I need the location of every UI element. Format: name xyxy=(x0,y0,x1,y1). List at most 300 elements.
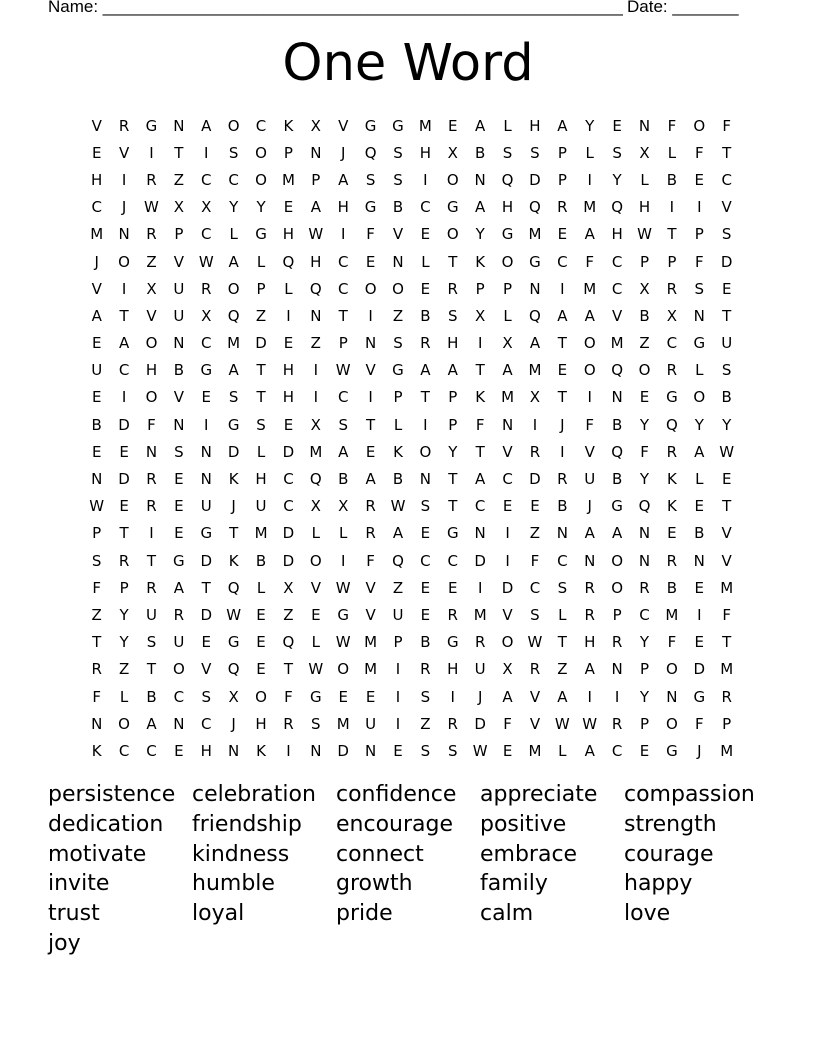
grid-letter: R xyxy=(420,334,431,353)
grid-letter: B xyxy=(420,306,431,325)
grid-letter: I xyxy=(423,415,428,434)
grid-letter: C xyxy=(337,252,349,271)
grid-letter: I xyxy=(560,442,565,461)
grid-letter: B xyxy=(611,470,623,489)
grid-letter: Z xyxy=(146,252,157,271)
grid-letter: L xyxy=(256,442,266,461)
grid-letter: Z xyxy=(118,660,130,679)
grid-letter: E xyxy=(174,741,184,760)
grid-letter: M xyxy=(227,334,241,353)
grid-letter: B xyxy=(91,415,102,434)
grid-letter: N xyxy=(310,741,322,760)
word-list-item: appreciate xyxy=(480,782,598,807)
grid-letter: X xyxy=(310,116,321,135)
grid-letter: X xyxy=(173,198,184,217)
grid-letter: C xyxy=(611,252,623,271)
grid-letter: I xyxy=(587,170,592,189)
grid-letter: N xyxy=(228,741,240,760)
grid-letter: R xyxy=(611,714,623,733)
grid-letter: M xyxy=(528,361,542,380)
grid-letter: S xyxy=(420,497,431,516)
grid-letter: F xyxy=(147,415,156,434)
grid-letter: P xyxy=(393,633,403,652)
grid-letter: G xyxy=(145,116,158,135)
grid-letter: V xyxy=(91,116,102,135)
grid-letter: I xyxy=(587,388,592,407)
grid-letter: Y xyxy=(722,415,732,434)
grid-letter: N xyxy=(173,116,185,135)
grid-letter: E xyxy=(721,470,732,489)
grid-letter: C xyxy=(118,361,130,380)
grid-letter: E xyxy=(393,741,403,760)
grid-letter: A xyxy=(447,361,458,380)
grid-letter: E xyxy=(174,470,184,489)
grid-letter: O xyxy=(611,551,624,570)
grid-letter: W xyxy=(335,578,351,597)
grid-letter: I xyxy=(121,170,127,189)
grid-letter: Z xyxy=(173,170,184,189)
grid-letter: I xyxy=(477,334,483,353)
grid-letter: N xyxy=(310,143,322,162)
grid-letter: A xyxy=(201,116,212,135)
grid-letter: F xyxy=(585,415,595,434)
grid-letter: N xyxy=(693,551,705,570)
grid-letter: I xyxy=(204,415,209,434)
grid-letter: O xyxy=(583,361,596,380)
grid-letter: C xyxy=(91,198,102,217)
grid-letter: I xyxy=(149,524,154,543)
grid-letter: I xyxy=(204,143,209,162)
grid-letter: E xyxy=(91,388,102,407)
grid-letter: T xyxy=(119,306,129,325)
grid-letter: X xyxy=(146,279,157,298)
grid-letter: V xyxy=(173,252,184,271)
grid-letter: X xyxy=(338,497,349,516)
grid-letter: R xyxy=(146,225,157,244)
word-list-item: positive xyxy=(480,811,567,837)
grid-letter: K xyxy=(393,442,403,461)
grid-letter: B xyxy=(338,470,349,489)
grid-letter: R xyxy=(146,578,157,597)
grid-letter: J xyxy=(560,415,565,434)
grid-letter: I xyxy=(614,687,620,706)
grid-letter: D xyxy=(474,714,486,733)
grid-letter: P xyxy=(338,334,348,353)
grid-letter: C xyxy=(611,741,623,760)
grid-letter: L xyxy=(339,524,348,543)
grid-letter: H xyxy=(255,714,267,733)
grid-letter: S xyxy=(228,388,239,407)
grid-letter: O xyxy=(665,660,678,679)
grid-letter: C xyxy=(639,605,650,624)
grid-letter: M xyxy=(583,279,597,298)
grid-letter: N xyxy=(118,225,130,244)
grid-letter: U xyxy=(255,497,267,516)
grid-letter: E xyxy=(694,497,705,516)
grid-letter: Q xyxy=(227,578,240,597)
grid-letter: S xyxy=(420,741,431,760)
grid-letter: I xyxy=(121,279,127,298)
grid-letter: Y xyxy=(229,198,239,217)
grid-letter: R xyxy=(666,442,678,461)
grid-letter: E xyxy=(311,605,321,624)
grid-letter: C xyxy=(337,279,349,298)
grid-letter: I xyxy=(395,714,401,733)
grid-letter: F xyxy=(475,415,485,434)
grid-letter: Q xyxy=(529,306,541,325)
grid-letter: X xyxy=(228,687,239,706)
grid-letter: V xyxy=(392,225,404,244)
grid-letter: O xyxy=(693,116,706,135)
grid-letter: U xyxy=(173,633,185,652)
word-list-item: trust xyxy=(48,901,100,927)
grid-letter: H xyxy=(282,225,295,244)
grid-letter: U xyxy=(392,605,404,624)
grid-letter: E xyxy=(694,578,705,597)
grid-letter: X xyxy=(283,578,294,597)
grid-letter: L xyxy=(503,306,512,325)
grid-letter: V xyxy=(502,605,513,624)
grid-letter: O xyxy=(227,116,240,135)
grid-letter: Q xyxy=(227,660,240,679)
grid-letter: X xyxy=(201,306,212,325)
grid-letter: H xyxy=(419,143,432,162)
word-list-item: encourage xyxy=(336,811,454,837)
grid-letter: B xyxy=(721,388,732,407)
grid-letter: N xyxy=(474,170,486,189)
grid-letter: I xyxy=(532,415,538,434)
grid-letter: S xyxy=(174,442,184,461)
grid-letter: H xyxy=(282,361,295,380)
grid-letter: C xyxy=(420,198,431,217)
word-list-item: family xyxy=(480,871,548,897)
grid-letter: V xyxy=(365,361,376,380)
grid-letter: C xyxy=(529,578,541,597)
grid-letter: S xyxy=(721,225,732,244)
grid-row xyxy=(83,411,741,438)
grid-letter: I xyxy=(286,741,291,760)
grid-letter: T xyxy=(722,306,732,325)
grid-letter: V xyxy=(721,524,732,543)
grid-letter: K xyxy=(475,252,486,271)
grid-letter: P xyxy=(667,252,677,271)
grid-letter: S xyxy=(201,687,212,706)
grid-letter: P xyxy=(283,143,293,162)
grid-letter: Z xyxy=(392,578,404,597)
grid-letter: K xyxy=(475,388,486,407)
grid-letter: G xyxy=(666,388,678,407)
grid-letter: O xyxy=(118,252,130,271)
grid-row xyxy=(83,547,741,574)
grid-letter: U xyxy=(474,660,486,679)
word-list-item: dedication xyxy=(48,811,164,837)
grid-letter: Y xyxy=(612,170,622,189)
word-list-item: connect xyxy=(336,841,424,867)
grid-letter: G xyxy=(392,116,404,135)
grid-letter: N xyxy=(611,388,623,407)
grid-letter: E xyxy=(201,388,211,407)
grid-letter: S xyxy=(365,170,376,189)
grid-letter: U xyxy=(145,605,157,624)
grid-letter: J xyxy=(477,687,483,706)
grid-letter: M xyxy=(309,442,323,461)
grid-row xyxy=(83,221,741,248)
grid-letter: K xyxy=(228,470,239,489)
word-list-item: calm xyxy=(480,901,534,927)
grid-letter: T xyxy=(256,388,266,407)
grid-letter: O xyxy=(255,143,267,162)
grid-letter: F xyxy=(694,252,704,271)
grid-letter: E xyxy=(420,279,431,298)
grid-letter: Z xyxy=(557,660,568,679)
grid-letter: Q xyxy=(282,633,295,652)
grid-letter: A xyxy=(557,687,568,706)
grid-row xyxy=(83,438,741,465)
word-list-item: confidence xyxy=(336,782,457,807)
grid-letter: U xyxy=(173,306,185,325)
grid-letter: N xyxy=(638,116,651,135)
grid-letter: S xyxy=(530,605,540,624)
grid-letter: E xyxy=(91,334,102,353)
grid-letter: I xyxy=(395,660,401,679)
grid-letter: L xyxy=(695,361,704,380)
grid-letter: L xyxy=(393,415,403,434)
grid-letter: T xyxy=(146,551,157,570)
grid-letter: R xyxy=(365,497,376,516)
grid-letter: A xyxy=(584,660,595,679)
grid-letter: K xyxy=(256,741,266,760)
grid-letter: B xyxy=(255,551,267,570)
grid-letter: G xyxy=(364,198,377,217)
grid-letter: F xyxy=(667,116,677,135)
grid-letter: V xyxy=(502,442,513,461)
grid-letter: R xyxy=(529,442,541,461)
grid-letter: G xyxy=(364,116,377,135)
grid-letter: E xyxy=(420,578,431,597)
grid-letter: I xyxy=(669,198,675,217)
grid-letter: P xyxy=(694,225,704,244)
grid-row xyxy=(83,465,741,492)
grid-letter: I xyxy=(477,578,483,597)
grid-letter: E xyxy=(174,524,184,543)
grid-letter: G xyxy=(666,741,678,760)
word-list-item: courage xyxy=(624,841,714,867)
grid-letter: Z xyxy=(310,334,321,353)
grid-letter: O xyxy=(118,714,130,733)
grid-letter: E xyxy=(530,497,540,516)
grid-letter: E xyxy=(201,633,211,652)
grid-letter: O xyxy=(255,687,267,706)
grid-letter: D xyxy=(200,551,213,570)
grid-letter: O xyxy=(611,578,624,597)
grid-letter: L xyxy=(503,116,512,135)
grid-letter: W xyxy=(637,225,652,244)
grid-letter: G xyxy=(200,524,213,543)
grid-letter: E xyxy=(721,279,732,298)
grid-letter: H xyxy=(200,741,212,760)
grid-letter: E xyxy=(91,442,102,461)
grid-letter: N xyxy=(200,442,212,461)
grid-letter: C xyxy=(173,687,185,706)
grid-letter: I xyxy=(450,687,455,706)
grid-letter: P xyxy=(639,660,650,679)
grid-letter: R xyxy=(666,279,678,298)
grid-letter: N xyxy=(310,306,322,325)
grid-letter: L xyxy=(119,687,129,706)
grid-letter: C xyxy=(557,551,568,570)
grid-letter: D xyxy=(529,470,541,489)
grid-letter: C xyxy=(447,551,459,570)
grid-letter: L xyxy=(558,605,567,624)
grid-letter: Q xyxy=(611,361,624,380)
grid-letter: C xyxy=(502,470,513,489)
grid-letter: A xyxy=(475,470,486,489)
grid-letter: G xyxy=(611,497,623,516)
grid-letter: C xyxy=(721,170,732,189)
grid-letter: R xyxy=(666,361,678,380)
grid-letter: F xyxy=(667,633,677,652)
grid-letter: M xyxy=(418,116,432,135)
grid-letter: A xyxy=(584,524,595,543)
grid-letter: V xyxy=(91,279,102,298)
grid-letter: N xyxy=(173,415,185,434)
grid-letter: Z xyxy=(255,306,267,325)
grid-letter: I xyxy=(423,170,428,189)
grid-letter: A xyxy=(475,198,486,217)
grid-letter: C xyxy=(283,470,294,489)
grid-letter: R xyxy=(611,633,623,652)
word-list-item: invite xyxy=(48,871,110,897)
grid-letter: S xyxy=(338,415,348,434)
grid-letter: Q xyxy=(665,415,678,434)
grid-letter: X xyxy=(529,388,541,407)
grid-letter: W xyxy=(89,497,105,516)
grid-letter: C xyxy=(201,714,212,733)
grid-letter: A xyxy=(502,361,513,380)
grid-letter: E xyxy=(283,198,294,217)
grid-letter: P xyxy=(612,605,622,624)
grid-letter: T xyxy=(475,442,485,461)
grid-letter: S xyxy=(393,170,403,189)
grid-letter: L xyxy=(284,279,293,298)
grid-letter: A xyxy=(502,687,513,706)
grid-letter: L xyxy=(640,170,649,189)
grid-letter: G xyxy=(173,551,185,570)
grid-letter: T xyxy=(119,524,129,543)
grid-letter: Q xyxy=(638,497,651,516)
grid-letter: R xyxy=(420,660,431,679)
grid-letter: X xyxy=(310,415,321,434)
grid-letter: A xyxy=(146,714,157,733)
grid-letter: H xyxy=(584,633,596,652)
grid-letter: Y xyxy=(694,415,704,434)
grid-letter: R xyxy=(557,470,568,489)
grid-letter: C xyxy=(666,334,678,353)
grid-letter: G xyxy=(310,687,322,706)
grid-row xyxy=(83,248,741,275)
grid-letter: L xyxy=(585,143,594,162)
grid-letter: N xyxy=(501,415,514,434)
grid-letter: E xyxy=(365,442,376,461)
grid-letter: P xyxy=(448,388,458,407)
grid-letter: V xyxy=(584,442,595,461)
grid-letter: C xyxy=(337,388,349,407)
letter-grid xyxy=(83,112,741,765)
grid-letter: Y xyxy=(639,415,650,434)
grid-letter: C xyxy=(146,741,157,760)
grid-letter: X xyxy=(310,497,321,516)
grid-letter: B xyxy=(611,415,623,434)
grid-letter: A xyxy=(584,306,595,325)
grid-letter: Q xyxy=(309,470,322,489)
grid-letter: A xyxy=(91,306,102,325)
grid-letter: R xyxy=(557,198,568,217)
grid-letter: T xyxy=(475,361,485,380)
grid-letter: T xyxy=(557,334,567,353)
grid-row xyxy=(83,574,741,601)
grid-letter: T xyxy=(146,660,157,679)
grid-letter: S xyxy=(557,578,568,597)
grid-letter: I xyxy=(149,143,154,162)
grid-letter: I xyxy=(587,687,592,706)
grid-letter: G xyxy=(501,225,514,244)
grid-letter: I xyxy=(121,388,127,407)
grid-letter: E xyxy=(502,741,513,760)
grid-letter: R xyxy=(584,578,595,597)
grid-letter: C xyxy=(201,170,212,189)
grid-letter: I xyxy=(505,524,510,543)
grid-row xyxy=(83,357,741,384)
grid-row xyxy=(83,629,741,656)
grid-letter: N xyxy=(611,660,623,679)
grid-letter: V xyxy=(721,551,732,570)
grid-letter: I xyxy=(395,687,401,706)
grid-letter: F xyxy=(503,714,512,733)
grid-letter: N xyxy=(200,470,212,489)
grid-letter: F xyxy=(530,551,540,570)
grid-letter: B xyxy=(475,143,486,162)
grid-letter: M xyxy=(90,225,104,244)
grid-letter: H xyxy=(337,198,349,217)
grid-letter: P xyxy=(503,279,513,298)
grid-letter: C xyxy=(420,551,431,570)
grid-letter: Q xyxy=(611,198,624,217)
grid-letter: Q xyxy=(392,551,404,570)
grid-row xyxy=(83,384,741,411)
grid-letter: S xyxy=(530,143,540,162)
grid-letter: M xyxy=(610,334,624,353)
grid-letter: S xyxy=(393,334,403,353)
grid-letter: F xyxy=(722,605,731,624)
grid-letter: B xyxy=(173,361,185,380)
grid-letter: F xyxy=(585,252,595,271)
grid-letter: S xyxy=(393,143,403,162)
grid-letter: N xyxy=(693,306,705,325)
grid-letter: T xyxy=(283,660,294,679)
grid-letter: V xyxy=(201,660,212,679)
word-list-item: compassion xyxy=(624,782,755,807)
grid-letter: A xyxy=(365,470,376,489)
grid-letter: O xyxy=(446,225,459,244)
grid-letter: T xyxy=(667,225,677,244)
grid-letter: N xyxy=(638,551,651,570)
grid-letter: S xyxy=(420,687,431,706)
grid-letter: J xyxy=(340,143,346,162)
grid-letter: V xyxy=(611,306,623,325)
grid-letter: T xyxy=(174,143,184,162)
word-list-item: celebration xyxy=(192,782,316,807)
grid-letter: O xyxy=(419,442,432,461)
